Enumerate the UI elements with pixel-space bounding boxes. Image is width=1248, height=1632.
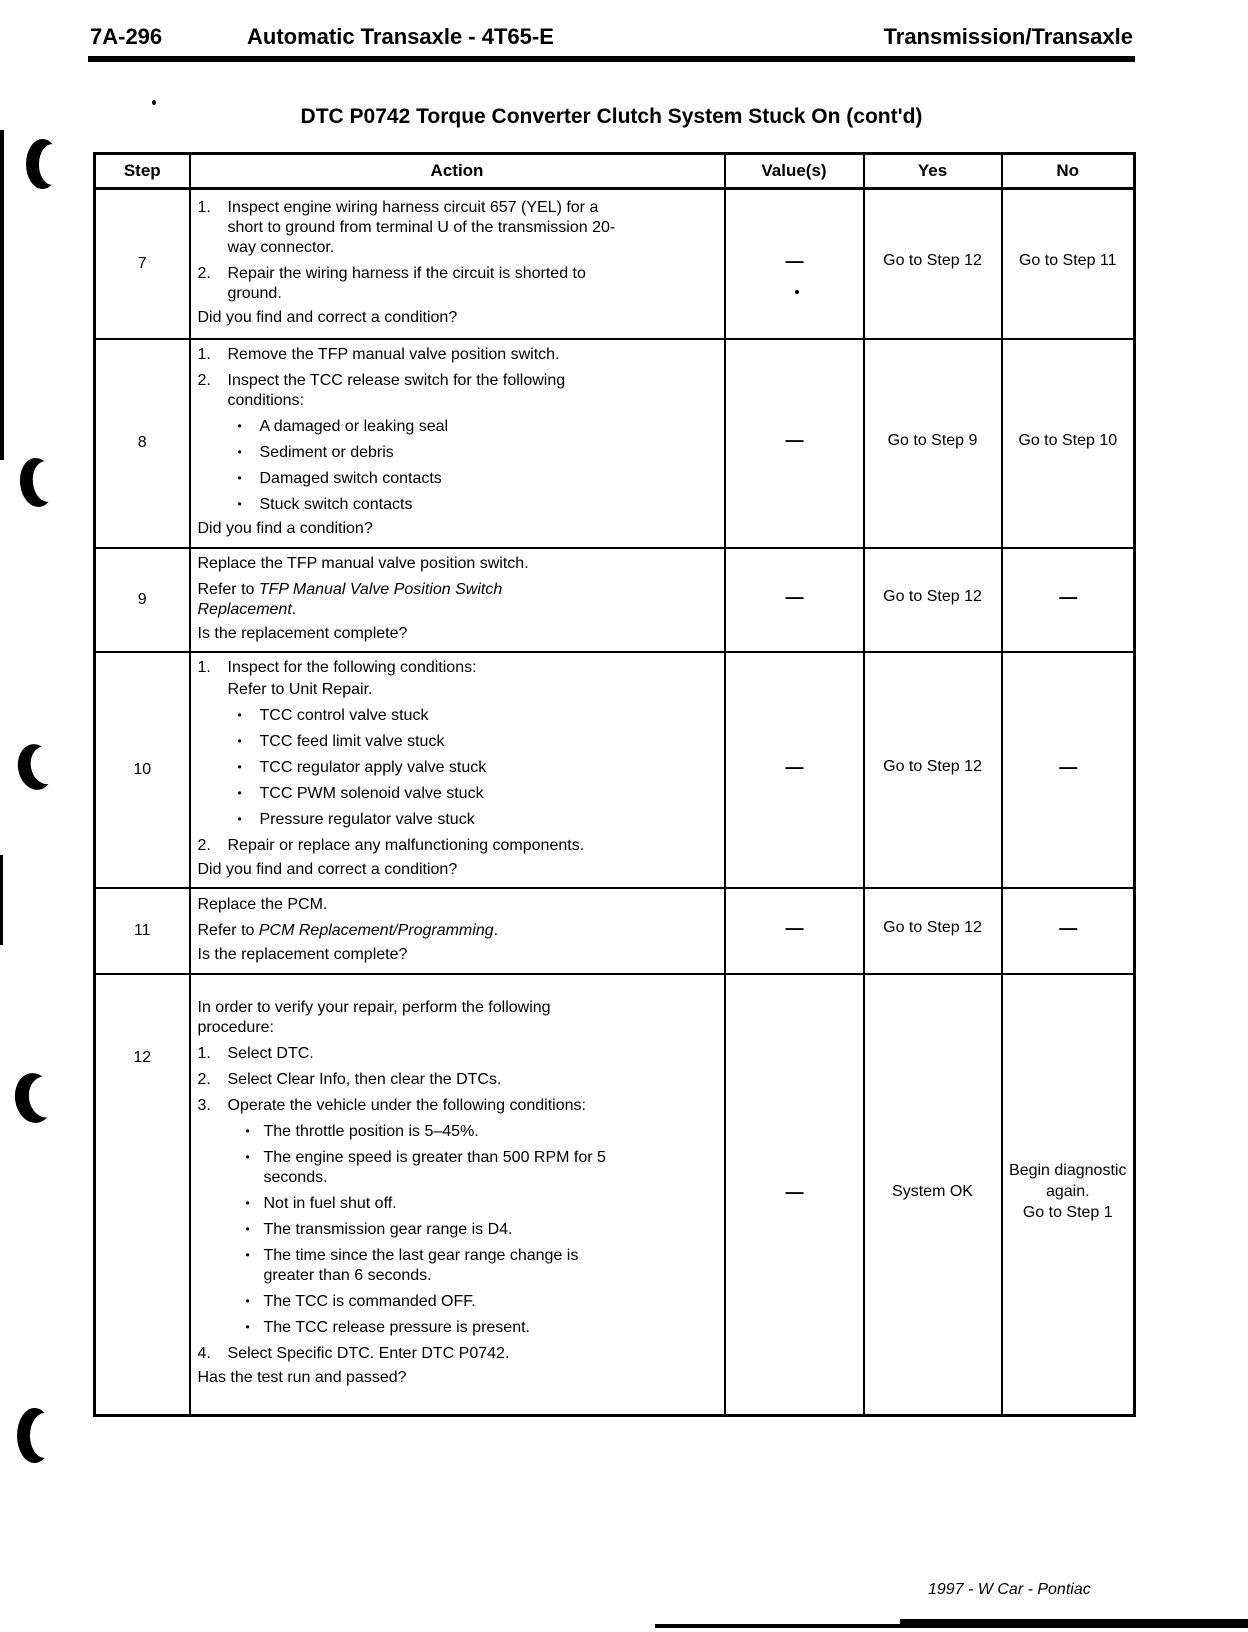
item-text: Inspect engine wiring harness circuit 657 (YEL) for a short to ground from terminal U of the transmission 20-way connector. [227, 198, 616, 256]
action-bullet-item [246, 1292, 718, 1312]
cell-line: — [785, 917, 803, 938]
action-bullet-item [238, 443, 718, 463]
action-bullet-item [238, 810, 718, 830]
values-cell-content [726, 246, 863, 281]
item-number: 1. [197, 1045, 211, 1063]
action-cell [190, 339, 725, 548]
no-cell-content [1003, 582, 1134, 617]
values-cell-content [726, 1177, 863, 1212]
page-number: 7A-296 [90, 24, 163, 49]
action-numbered-item [198, 345, 718, 365]
action-content [191, 993, 724, 1395]
cell-line: — [785, 430, 803, 451]
values-cell [725, 652, 864, 888]
cell-line: Go to Step 9 [887, 431, 978, 449]
bullet-text: A damaged or leaking seal [259, 418, 449, 435]
bullet-text: Pressure regulator valve stuck [259, 810, 475, 828]
action-cell [190, 652, 725, 888]
scan-speck [152, 100, 156, 105]
table-row [95, 888, 1135, 974]
item-number: 2. [197, 372, 211, 389]
action-cell [190, 548, 725, 652]
action-numbered-item [198, 836, 718, 856]
cell-line: — [1059, 756, 1077, 777]
bullet-glyph: • [237, 445, 242, 459]
cell-line: — [785, 1181, 803, 1202]
bullet-text: The transmission gear range is D4. [263, 1221, 513, 1239]
cell-line: Go to Step 1 [1022, 1203, 1113, 1221]
yes-cell-content [865, 427, 1001, 460]
item-number: 3. [197, 1097, 211, 1115]
cell-line: — [1059, 586, 1077, 607]
action-bullet-item [238, 417, 718, 437]
item-text: Repair the wiring harness if the circuit is shorted to ground. [227, 264, 586, 302]
yes-cell-content [865, 914, 1001, 947]
bullet-glyph: • [237, 785, 242, 800]
action-numbered-item [198, 1070, 718, 1090]
table-header-row [95, 154, 1135, 189]
step-number-cell: 8 [95, 339, 190, 548]
action-cell [190, 974, 725, 1416]
bullet-glyph: • [245, 1248, 250, 1263]
item-text: Operate the vehicle under the following conditions: [227, 1097, 586, 1115]
step-number-cell: 7 [95, 189, 190, 339]
action-question: Did you find and correct a condition? [197, 308, 458, 326]
no-cell [1002, 888, 1135, 974]
bullet-glyph: • [237, 707, 242, 722]
step-number-cell: 10 [95, 652, 190, 888]
action-bullet-item [246, 1148, 718, 1188]
action-cell [190, 189, 725, 339]
yes-cell-content [865, 1178, 1001, 1211]
action-question: Has the test run and passed? [197, 1369, 407, 1387]
bullet-text: Stuck switch contacts [259, 496, 413, 513]
scan-edge-line [0, 130, 4, 460]
item-text: Remove the TFP manual valve position switch. [227, 346, 560, 363]
action-question: Did you find and correct a condition? [197, 860, 458, 878]
yes-cell [864, 339, 1002, 548]
bullet-text: The engine speed is greater than 500 RPM for 5 seconds. [263, 1149, 606, 1187]
item-text: Inspect the TCC release switch for the following conditions: [227, 372, 566, 409]
bullet-glyph: • [237, 759, 242, 774]
action-content [191, 549, 724, 651]
no-cell-content [1003, 752, 1134, 787]
cell-line: Go to Step 12 [883, 919, 982, 937]
action-numbered-item [198, 371, 718, 411]
action-bullet-item [238, 758, 718, 778]
values-cell-content [726, 913, 863, 948]
values-cell [725, 888, 864, 974]
bullet-glyph: • [245, 1150, 250, 1165]
action-content [191, 193, 724, 335]
bullet-text: The TCC release pressure is present. [263, 1319, 530, 1337]
action-question: Is the replacement complete? [197, 945, 408, 963]
bullet-text: TCC control valve stuck [259, 706, 429, 724]
step-number-cell: 12 [95, 974, 190, 1416]
bullet-glyph: • [245, 1124, 250, 1139]
cell-line: Go to Step 12 [883, 252, 982, 270]
binder-crescent-artifact [26, 139, 59, 189]
cell-line: Go to Step 12 [883, 588, 982, 606]
item-text: Select DTC. [227, 1045, 314, 1063]
bullet-text: The time since the last gear range change is greater than 6 seconds. [263, 1247, 579, 1285]
item-text: Select Specific DTC. Enter DTC P0742. [227, 1345, 510, 1363]
yes-cell [864, 548, 1002, 652]
action-bullet-item [238, 732, 718, 752]
table-row [95, 548, 1135, 652]
bullet-text: Not in fuel shut off. [263, 1195, 397, 1213]
item-number: 2. [197, 1071, 211, 1089]
action-question: Did you find a condition? [197, 520, 373, 537]
yes-cell [864, 652, 1002, 888]
cell-line: Go to Step 11 [1018, 252, 1117, 270]
table-row [95, 974, 1135, 1416]
bullet-text: TCC regulator apply valve stuck [259, 758, 487, 776]
bullet-glyph: • [237, 733, 242, 748]
bullet-text: Damaged switch contacts [259, 470, 442, 487]
action-content [191, 340, 724, 546]
reference-title: PCM Replacement/Programming [258, 921, 494, 939]
table-row [95, 189, 1135, 339]
values-cell-content [726, 582, 863, 617]
binder-crescent-artifact [14, 741, 56, 792]
bullet-glyph: • [245, 1196, 250, 1211]
values-cell [725, 189, 864, 339]
cell-line: Begin diagnostic [1009, 1162, 1127, 1180]
item-number: 1. [197, 658, 211, 676]
cell-line: System OK [892, 1182, 973, 1200]
no-cell [1002, 974, 1135, 1416]
binder-crescent-artifact [18, 456, 57, 508]
action-content [191, 653, 724, 887]
reference-prefix: Refer to [197, 921, 259, 939]
values-cell [725, 548, 864, 652]
scan-edge-line [0, 855, 3, 945]
item-number: 2. [197, 836, 211, 854]
yes-cell-content [865, 583, 1001, 616]
no-cell [1002, 189, 1135, 339]
no-cell [1002, 548, 1135, 652]
cell-line: Go to Step 10 [1018, 431, 1118, 449]
bullet-text: The throttle position is 5–45%. [263, 1123, 479, 1141]
reference-title: TFP Manual Valve Position Switch Replacement [197, 580, 503, 618]
bullet-text: TCC PWM solenoid valve stuck [259, 784, 484, 802]
no-cell [1002, 652, 1135, 888]
action-paragraph: In order to verify your repair, perform the following procedure: [197, 999, 551, 1037]
section-title: Automatic Transaxle - 4T65-E [247, 24, 554, 49]
yes-cell-content [865, 753, 1001, 786]
no-cell-content [1003, 1157, 1134, 1231]
no-cell-content [1003, 427, 1134, 460]
values-cell [725, 339, 864, 548]
no-cell [1002, 339, 1135, 548]
action-numbered-item [198, 264, 718, 304]
table-row [95, 339, 1135, 548]
action-paragraph: Replace the TFP manual valve position switch. [197, 554, 529, 572]
item-number: 2. [197, 264, 211, 282]
action-reference [198, 921, 598, 941]
action-bullet-item [246, 1122, 718, 1142]
column-header-action: Action [190, 154, 725, 189]
yes-cell [864, 888, 1002, 974]
yes-cell-content [865, 247, 1001, 280]
bullet-glyph: • [245, 1222, 250, 1237]
action-continuation: Refer to Unit Repair. [227, 680, 373, 698]
bullet-glyph: • [237, 471, 242, 485]
values-cell-content [726, 425, 863, 460]
bullet-glyph: • [245, 1320, 250, 1335]
reference-suffix: . [493, 921, 499, 939]
column-header-values: Value(s) [725, 154, 864, 189]
action-paragraph: Replace the PCM. [197, 895, 328, 913]
action-reference [198, 580, 598, 620]
item-number: 4. [197, 1345, 211, 1363]
reference-suffix: . [291, 600, 297, 618]
bullet-glyph: • [237, 811, 242, 826]
chapter-title: Transmission/Transaxle [883, 24, 1133, 49]
action-numbered-item [198, 1096, 718, 1116]
bottom-scan-bar-thin [655, 1624, 935, 1628]
cell-line: again. [1045, 1182, 1090, 1200]
dtc-table-body [95, 189, 1135, 1416]
action-numbered-item [198, 198, 718, 258]
bullet-glyph: • [237, 419, 242, 433]
bullet-text: The TCC is commanded OFF. [263, 1293, 476, 1311]
action-bullet-item [246, 1194, 718, 1214]
cell-line: — [785, 586, 803, 607]
action-numbered-item [198, 1344, 718, 1364]
yes-cell [864, 974, 1002, 1416]
scan-speck [795, 290, 799, 294]
column-header-step: Step [95, 154, 190, 189]
column-header-no: No [1002, 154, 1135, 189]
action-content [191, 890, 724, 972]
footer-text: 1997 - W Car - Pontiac [928, 1581, 1091, 1598]
no-cell-content [1003, 913, 1134, 948]
action-cell [190, 888, 725, 974]
column-header-yes: Yes [864, 154, 1002, 189]
step-number-cell: 11 [95, 888, 190, 974]
action-question: Is the replacement complete? [197, 624, 408, 642]
cell-line: — [1059, 917, 1077, 938]
action-bullet-item [238, 469, 718, 489]
bullet-text: Sediment or debris [259, 444, 394, 461]
bullet-glyph: • [245, 1294, 250, 1309]
page-title: DTC P0742 Torque Converter Clutch System Stuck On (cont'd) [300, 105, 923, 128]
bullet-glyph: • [237, 497, 242, 511]
no-cell-content [1003, 247, 1134, 280]
item-text: Repair or replace any malfunctioning components. [227, 836, 585, 854]
cell-line: — [785, 756, 803, 777]
item-number: 1. [197, 198, 211, 216]
binder-crescent-artifact [12, 1071, 57, 1126]
values-cell-content [726, 752, 863, 787]
item-text: Inspect for the following conditions: [227, 658, 477, 676]
action-numbered-item [198, 658, 718, 678]
cell-line: — [785, 251, 803, 272]
table-row [95, 652, 1135, 888]
action-bullet-item [238, 706, 718, 726]
values-cell [725, 974, 864, 1416]
reference-prefix: Refer to [197, 580, 259, 598]
action-bullet-item [238, 495, 718, 515]
cell-line: Go to Step 12 [883, 758, 982, 776]
action-numbered-item [198, 1044, 718, 1064]
item-text: Select Clear Info, then clear the DTCs. [227, 1071, 502, 1089]
item-number: 1. [197, 346, 211, 363]
header-rule [88, 56, 1135, 62]
binder-crescent-artifact [17, 1408, 52, 1463]
yes-cell [864, 189, 1002, 339]
action-bullet-item [246, 1246, 718, 1286]
running-head [90, 24, 1133, 50]
step-number-cell: 9 [95, 548, 190, 652]
bullet-text: TCC feed limit valve stuck [259, 732, 445, 750]
action-bullet-item [238, 784, 718, 804]
dtc-diagnostic-table [93, 152, 1136, 1417]
action-bullet-item [246, 1220, 718, 1240]
bottom-scan-bar-thick [900, 1619, 1248, 1628]
action-bullet-item [246, 1318, 718, 1338]
